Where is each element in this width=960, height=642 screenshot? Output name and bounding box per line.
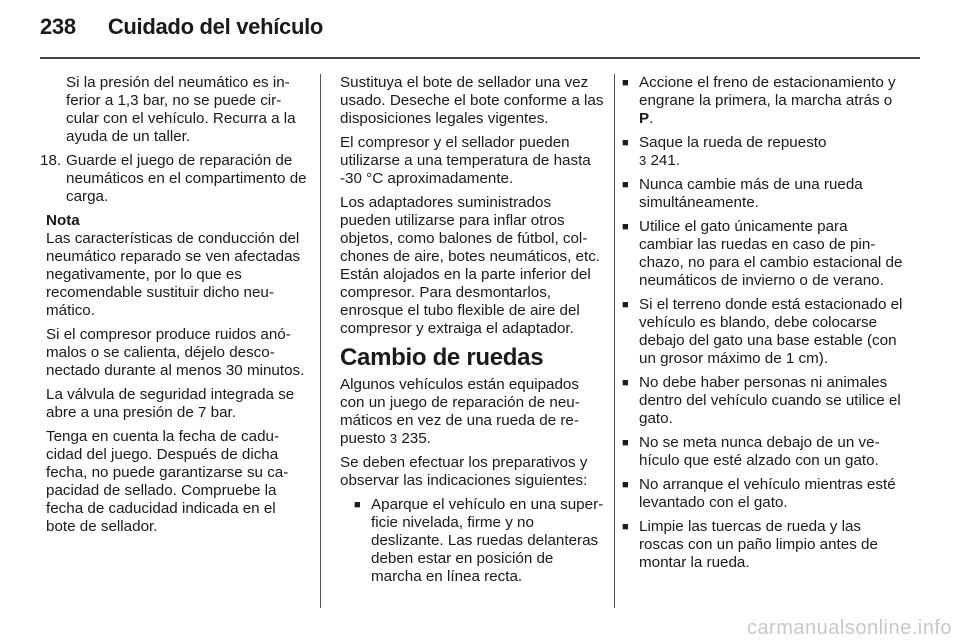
- list-item: [354, 496, 605, 586]
- bullet-icon: ■: [622, 179, 629, 191]
- note-box: [46, 212, 308, 536]
- bullet-icon: ■: [622, 221, 629, 233]
- paragraph: Si la presión del neumático es inferior a 1,3 bar, no se puede circular con el vehículo. Recurra a la ayuda de un taller.: [66, 74, 296, 145]
- list-item-text: Utilice el gato únicamente para cambiar las ruedas en caso de pinchazo, no para el cambio estacional de neumáticos de invierno o de verano.: [639, 218, 903, 289]
- page-number: 238: [40, 14, 76, 39]
- paragraph: Algunos vehículos están equipados con un juego de reparación de neumáticos en vez de una rueda de repuesto 3 235.: [340, 376, 580, 447]
- page-title: Cuidado del vehículo: [107, 14, 324, 39]
- bullet-icon: ■: [354, 499, 361, 511]
- list-item: [622, 74, 904, 128]
- bullet-icon: ■: [622, 521, 629, 533]
- list-item-text-part: Saque la rueda de repuesto: [639, 134, 827, 151]
- column-divider: [614, 74, 615, 608]
- list-item-text: No debe haber personas ni animales dentro del vehículo cuando se utilice el gato.: [639, 374, 901, 427]
- page-ref-icon: 3: [639, 153, 647, 168]
- list-item-text: Accione el freno de estacionamiento y engrane la primera, la marcha atrás o P.: [639, 74, 896, 127]
- list-item: [622, 434, 904, 470]
- bullet-icon: ■: [622, 437, 629, 449]
- list-item-text: Saque la rueda de repuesto 3 241.: [639, 134, 827, 169]
- list-item: [622, 518, 904, 572]
- note-title: Nota: [46, 212, 80, 229]
- list-item-text: Si el terreno donde está estacionado el vehículo es blando, debe colocarse debajo del gato una base estable (con un grosor máximo de 1 cm).: [639, 296, 903, 367]
- paragraph: La válvula de seguridad integrada se abre a una presión de 7 bar.: [46, 386, 295, 421]
- list-item-text-part: Accione el freno de estacionamiento y engrane la primera, la marcha atrás o: [639, 74, 896, 109]
- list-item-text: Aparque el vehículo en una superficie nivelada, firme y no deslizante. Las ruedas delanteras deben estar en posición de marcha en línea recta.: [371, 496, 604, 585]
- section-heading: Cambio de ruedas: [340, 344, 544, 371]
- list-item-text: Limpie las tuercas de rueda y las roscas con un paño limpio antes de montar la rueda.: [639, 518, 878, 571]
- paragraph: El compresor y el sellador pueden utilizarse a una temperatura de hasta -30 °C aproximadamente.: [340, 134, 591, 187]
- page-ref-link[interactable]: 235: [401, 430, 427, 447]
- bullet-icon: ■: [622, 77, 629, 89]
- column-2: [340, 74, 605, 592]
- page-header: [40, 14, 323, 40]
- page-ref-link[interactable]: 241: [650, 152, 676, 169]
- list-item-text: No arranque el vehículo mientras esté levantado con el gato.: [639, 476, 896, 511]
- header-rule: [40, 57, 920, 59]
- paragraph: Los adaptadores suministrados pueden utilizarse para inflar otros objetos, como balones de fútbol, colchones de aire, botes neumáticos, etc. Están alojados en la parte inferior del compresor. Para desmontarlos, enrosque el tubo flexible de aire del compresor y extraiga el adaptador.: [340, 194, 601, 337]
- step-text: Guarde el juego de reparación de neumáticos en el compartimento de carga.: [66, 152, 307, 205]
- numbered-step: [40, 152, 308, 206]
- paragraph: Las características de conducción del neumático reparado se ven afectadas negativamente, por lo que es recomendable sustituir dicho neumático.: [46, 230, 301, 319]
- bullet-icon: ■: [622, 137, 629, 149]
- bullet-icon: ■: [622, 377, 629, 389]
- list-item-text: Nunca cambie más de una rueda simultáneamente.: [639, 176, 863, 211]
- paragraph: Tenga en cuenta la fecha de caducidad del juego. Después de dicha fecha, no puede garantizarse su capacidad de sellado. Compruebe la fecha de caducidad indicada en el bote de sellador.: [46, 428, 289, 535]
- bullet-icon: ■: [622, 479, 629, 491]
- paragraph: Si el compresor produce ruidos anómalos o se calienta, déjelo desconectado durante al menos 30 minutos.: [46, 326, 305, 379]
- list-item: [622, 476, 904, 512]
- gear-p-label: P: [639, 110, 650, 127]
- paragraph: Sustituya el bote de sellador una vez usado. Deseche el bote conforme a las disposiciones legales vigentes.: [340, 74, 604, 127]
- list-item: [622, 296, 904, 368]
- column-divider: [320, 74, 321, 608]
- bullet-icon: ■: [622, 299, 629, 311]
- page-ref-icon: 3: [389, 431, 398, 446]
- paragraph: Se deben efectuar los preparativos y observar las indicaciones siguientes:: [340, 454, 588, 489]
- column-3: [622, 74, 904, 578]
- list-item: [622, 176, 904, 212]
- step-number: 18.: [40, 152, 62, 169]
- column-1: [40, 74, 308, 542]
- list-item-text: No se meta nunca debajo de un vehículo que esté alzado con un gato.: [639, 434, 880, 469]
- watermark: carmanualsonline.info: [746, 617, 952, 639]
- list-item: [622, 218, 904, 290]
- list-item: [622, 134, 904, 170]
- paragraph-text: Algunos vehículos están equipados con un juego de reparación de neumáticos en vez de una rueda de repuesto: [340, 376, 580, 447]
- list-item: [622, 374, 904, 428]
